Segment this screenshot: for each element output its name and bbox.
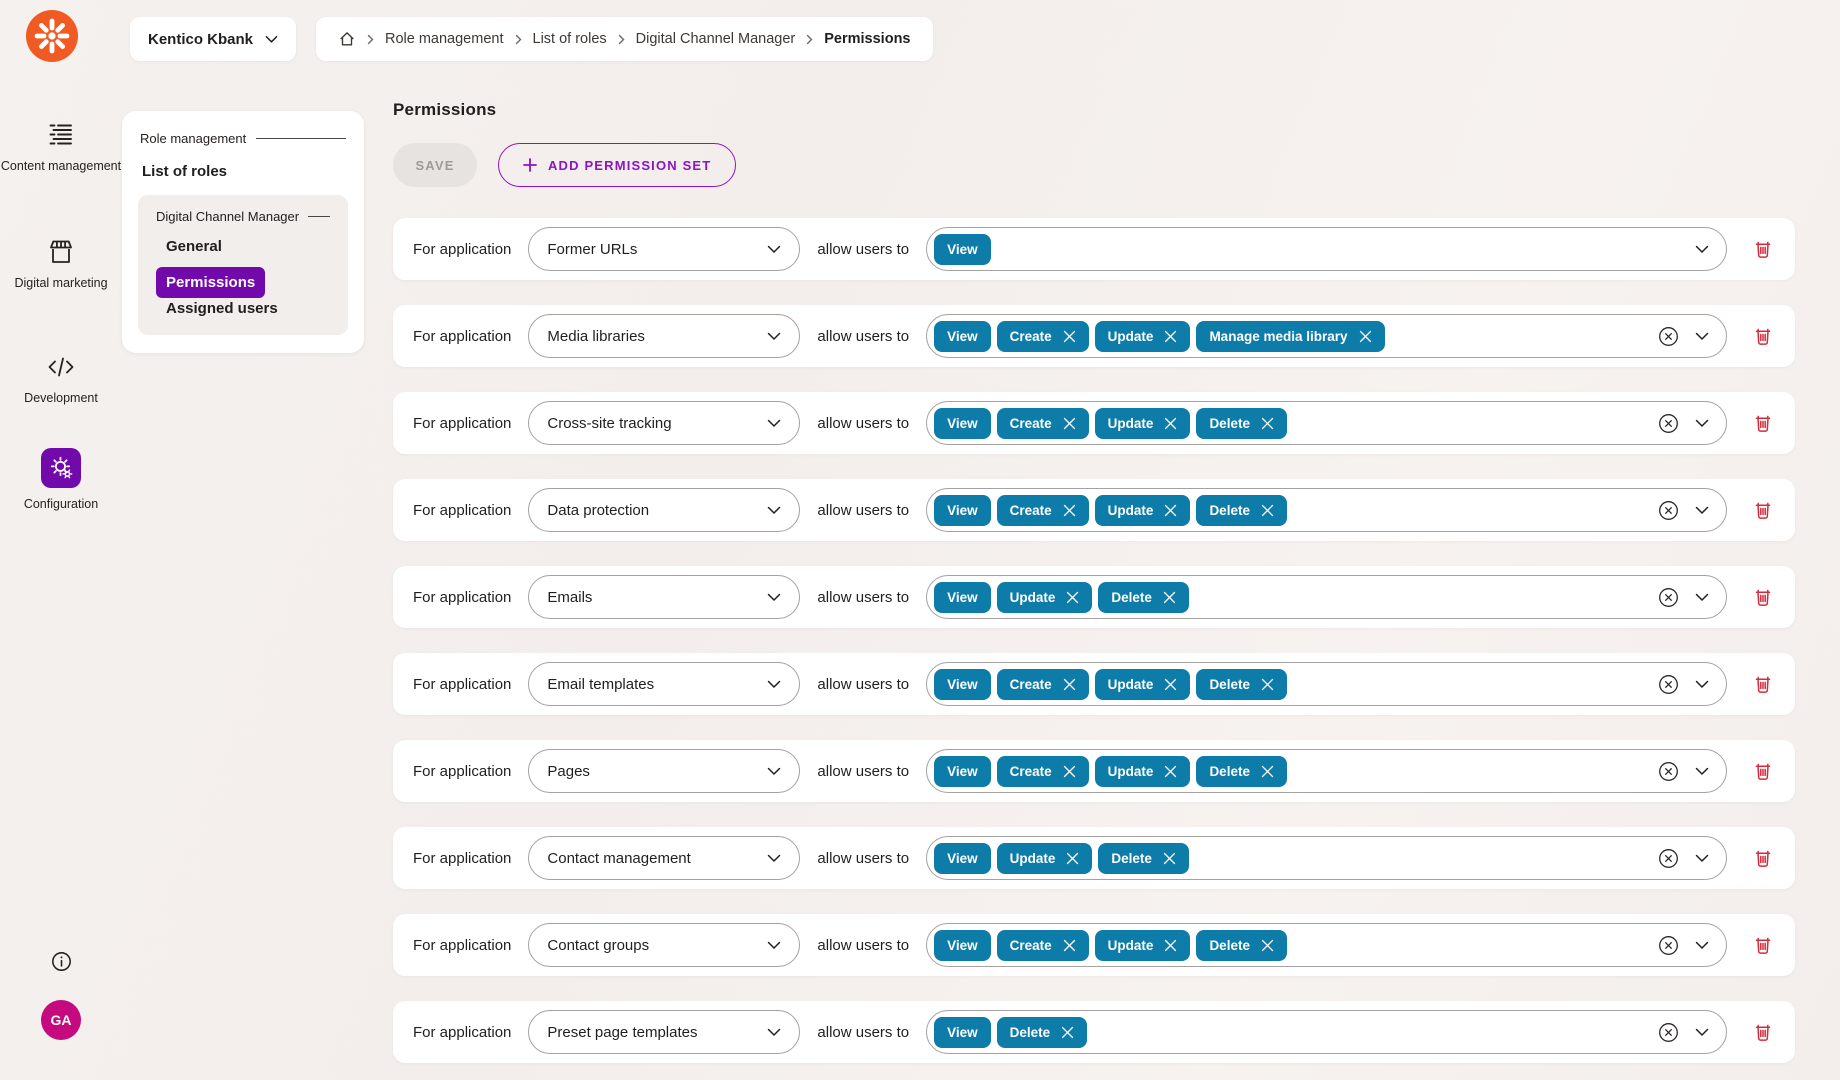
permission-chip-label: Create <box>1009 502 1052 518</box>
plus-icon <box>523 158 537 172</box>
add-permission-set-button[interactable] <box>498 143 736 187</box>
application-select[interactable] <box>528 314 800 358</box>
permission-chip-label: View <box>947 850 978 866</box>
sidebar-item-configuration[interactable] <box>0 448 122 512</box>
permission-row <box>393 566 1795 628</box>
chevron-down-icon <box>1695 941 1709 950</box>
permission-chips <box>934 321 1384 352</box>
permission-chips <box>934 408 1287 439</box>
permission-chips <box>934 582 1189 613</box>
permission-chip-label: View <box>947 415 978 431</box>
permission-chip[interactable] <box>1098 582 1189 613</box>
permission-chip-label: View <box>947 937 978 953</box>
chevron-down-icon <box>767 854 781 863</box>
chevron-down-icon <box>767 245 781 254</box>
permission-chip-label: Delete <box>1111 589 1152 605</box>
sidebar-item-label: Configuration <box>23 497 99 511</box>
breadcrumb-digital-channel-manager[interactable]: Digital Channel Manager <box>635 31 796 47</box>
subnav-item-general[interactable]: General <box>166 238 222 255</box>
permission-chip[interactable] <box>1196 321 1384 352</box>
permission-chip[interactable] <box>1095 495 1191 526</box>
permission-chips <box>934 756 1287 787</box>
remove-permission-icon[interactable] <box>1261 504 1274 517</box>
application-select-value: Contact groups <box>547 936 650 954</box>
permission-chip[interactable] <box>934 321 991 352</box>
permission-chip-label: Create <box>1009 415 1052 431</box>
permission-chip[interactable] <box>934 582 991 613</box>
info-icon <box>50 950 73 973</box>
permission-rows <box>393 218 1795 1063</box>
chevron-right-icon <box>367 34 374 45</box>
clear-selection-icon[interactable] <box>1657 760 1680 783</box>
chevron-down-icon <box>1695 506 1709 515</box>
application-select-value: Former URLs <box>547 240 638 258</box>
remove-permission-icon[interactable] <box>1063 939 1076 952</box>
chevron-down-icon <box>767 680 781 689</box>
for-application-label: For application <box>413 501 512 519</box>
permission-chip-label: View <box>947 502 978 518</box>
sidebar-item-digital-marketing[interactable] <box>0 237 122 291</box>
allow-users-label: allow users to <box>817 849 910 867</box>
permissions-multiselect[interactable] <box>926 662 1727 706</box>
permission-chip[interactable] <box>934 843 991 874</box>
delete-row-icon[interactable] <box>1752 325 1774 347</box>
permission-row <box>393 392 1795 454</box>
permission-chip[interactable] <box>1196 495 1287 526</box>
allow-users-label: allow users to <box>817 588 910 606</box>
permission-chip-label: View <box>947 589 978 605</box>
allow-users-label: allow users to <box>817 240 910 258</box>
breadcrumb <box>316 17 933 61</box>
permission-chip[interactable] <box>1095 930 1191 961</box>
chevron-right-icon <box>618 34 625 45</box>
permissions-multiselect[interactable] <box>926 1010 1727 1054</box>
for-application-label: For application <box>413 240 512 258</box>
divider-line <box>256 138 346 139</box>
permission-chip-label: Update <box>1107 502 1154 518</box>
application-select-value: Preset page templates <box>547 1023 698 1041</box>
application-select-value: Data protection <box>547 501 650 519</box>
permission-chip-label: Delete <box>1209 676 1250 692</box>
allow-users-label: allow users to <box>817 762 910 780</box>
remove-permission-icon[interactable] <box>1164 939 1177 952</box>
permission-row <box>393 653 1795 715</box>
permission-chip[interactable] <box>997 495 1089 526</box>
permission-chips <box>934 843 1189 874</box>
permission-chip[interactable] <box>997 1017 1088 1048</box>
permission-chip-label: Manage media library <box>1209 328 1348 344</box>
add-permission-set-label: ADD PERMISSION SET <box>548 157 712 173</box>
subnav-item-list-of-roles[interactable]: List of roles <box>142 163 228 180</box>
workspace-switcher[interactable] <box>130 17 296 61</box>
permission-chip[interactable] <box>997 669 1089 700</box>
application-select[interactable] <box>528 836 800 880</box>
permission-chip-label: Delete <box>1209 937 1250 953</box>
remove-permission-icon[interactable] <box>1261 765 1274 778</box>
remove-permission-icon[interactable] <box>1063 678 1076 691</box>
delete-row-icon[interactable] <box>1752 586 1774 608</box>
permission-chip-label: Delete <box>1209 502 1250 518</box>
permission-chip-label: Delete <box>1111 850 1152 866</box>
remove-permission-icon[interactable] <box>1063 765 1076 778</box>
permission-chip[interactable] <box>934 234 991 265</box>
permission-chip-label: Create <box>1009 763 1052 779</box>
role-group-card <box>138 195 348 335</box>
clear-selection-icon[interactable] <box>1657 586 1680 609</box>
chevron-right-icon <box>806 34 813 45</box>
sidebar-item-label: Digital marketing <box>14 276 108 290</box>
application-select[interactable] <box>528 575 800 619</box>
chevron-down-icon <box>767 767 781 776</box>
permission-chip-label: Update <box>1107 763 1154 779</box>
permission-chip-label: Delete <box>1009 1024 1051 1040</box>
content-tree-icon <box>0 120 122 150</box>
for-application-label: For application <box>413 588 512 606</box>
permission-row <box>393 827 1795 889</box>
for-application-label: For application <box>413 675 512 693</box>
allow-users-label: allow users to <box>817 675 910 693</box>
role-management-panel <box>122 111 364 353</box>
permissions-page <box>393 100 1795 1080</box>
clear-selection-icon[interactable] <box>1657 325 1680 348</box>
permission-row <box>393 914 1795 976</box>
home-icon[interactable] <box>338 30 356 48</box>
permission-chip[interactable] <box>934 930 991 961</box>
clear-selection-icon[interactable] <box>1657 499 1680 522</box>
role-group-title: Digital Channel Manager <box>156 209 300 224</box>
permission-chip[interactable] <box>934 669 991 700</box>
avatar-initials: GA <box>41 1000 81 1040</box>
role-group-header <box>152 209 334 224</box>
clear-selection-icon[interactable] <box>1657 934 1680 957</box>
permission-chip-label: Delete <box>1209 415 1250 431</box>
for-application-label: For application <box>413 1023 512 1041</box>
chevron-down-icon <box>767 506 781 515</box>
breadcrumb-permissions: Permissions <box>824 31 911 47</box>
subnav-item-assigned-users[interactable]: Assigned users <box>166 300 278 317</box>
permission-chip-label: View <box>947 763 978 779</box>
remove-permission-icon[interactable] <box>1066 852 1079 865</box>
permission-row <box>393 218 1795 280</box>
application-select[interactable] <box>528 923 800 967</box>
remove-permission-icon[interactable] <box>1164 330 1177 343</box>
permission-chip[interactable] <box>1095 756 1191 787</box>
subnav-item-permissions[interactable]: Permissions <box>156 267 265 298</box>
remove-permission-icon[interactable] <box>1066 591 1079 604</box>
remove-permission-icon[interactable] <box>1164 678 1177 691</box>
for-application-label: For application <box>413 327 512 345</box>
delete-row-icon[interactable] <box>1752 238 1774 260</box>
chevron-down-icon <box>265 35 278 44</box>
chevron-down-icon <box>767 419 781 428</box>
application-select[interactable] <box>528 1010 800 1054</box>
permission-chip[interactable] <box>997 582 1093 613</box>
permission-chip-label: View <box>947 676 978 692</box>
permissions-multiselect[interactable] <box>926 488 1727 532</box>
permission-row <box>393 305 1795 367</box>
permission-chip-label: Create <box>1009 937 1052 953</box>
permission-chip[interactable] <box>997 408 1089 439</box>
permission-chip[interactable] <box>1098 843 1189 874</box>
permission-chips <box>934 1017 1087 1048</box>
application-select[interactable] <box>528 401 800 445</box>
permission-chip[interactable] <box>997 321 1089 352</box>
permission-chip-label: Update <box>1107 415 1154 431</box>
permission-chip-label: Create <box>1009 676 1052 692</box>
active-nav-tile <box>41 448 81 488</box>
permission-chips <box>934 234 991 265</box>
delete-row-icon[interactable] <box>1752 934 1774 956</box>
storefront-icon <box>0 237 122 267</box>
permission-chip-label: Update <box>1107 937 1154 953</box>
permission-chip-label: View <box>947 241 978 257</box>
panel-section-header <box>138 131 348 146</box>
application-select[interactable] <box>528 662 800 706</box>
permission-chip-label: Update <box>1009 589 1056 605</box>
remove-permission-icon[interactable] <box>1063 504 1076 517</box>
chevron-down-icon <box>1695 767 1709 776</box>
delete-row-icon[interactable] <box>1752 847 1774 869</box>
breadcrumb-role-management[interactable]: Role management <box>385 31 504 47</box>
permission-chip-label: Delete <box>1209 763 1250 779</box>
remove-permission-icon[interactable] <box>1063 330 1076 343</box>
remove-permission-icon[interactable] <box>1164 417 1177 430</box>
delete-row-icon[interactable] <box>1752 499 1774 521</box>
clear-selection-icon[interactable] <box>1657 673 1680 696</box>
permission-chip-label: View <box>947 328 978 344</box>
divider-line <box>308 216 330 217</box>
clear-selection-icon[interactable] <box>1657 1021 1680 1044</box>
application-select-value: Pages <box>547 762 590 780</box>
save-button[interactable]: SAVE <box>393 143 477 187</box>
chevron-down-icon <box>767 941 781 950</box>
permission-chip[interactable] <box>1196 756 1287 787</box>
delete-row-icon[interactable] <box>1752 1021 1774 1043</box>
permission-chip[interactable] <box>934 1017 991 1048</box>
remove-permission-icon[interactable] <box>1164 504 1177 517</box>
remove-permission-icon[interactable] <box>1061 1026 1074 1039</box>
permissions-multiselect[interactable] <box>926 575 1727 619</box>
code-icon <box>0 352 122 382</box>
remove-permission-icon[interactable] <box>1261 678 1274 691</box>
permissions-multiselect[interactable] <box>926 923 1727 967</box>
remove-permission-icon[interactable] <box>1163 591 1176 604</box>
permission-row <box>393 479 1795 541</box>
permission-chip[interactable] <box>997 930 1089 961</box>
application-select-value: Contact management <box>547 849 691 867</box>
for-application-label: For application <box>413 762 512 780</box>
workspace-name: Kentico Kbank <box>148 30 254 48</box>
chevron-down-icon <box>767 1028 781 1037</box>
help-button[interactable] <box>0 950 122 973</box>
remove-permission-icon[interactable] <box>1261 939 1274 952</box>
chevron-down-icon <box>1695 854 1709 863</box>
gear-icon <box>49 456 74 481</box>
sidebar-item-content-management[interactable] <box>0 120 122 174</box>
application-select[interactable] <box>528 749 800 793</box>
permission-chips <box>934 669 1287 700</box>
application-select-value: Cross-site tracking <box>547 414 672 432</box>
sidebar-item-development[interactable] <box>0 352 122 406</box>
permission-row <box>393 1001 1795 1063</box>
permission-chip[interactable] <box>997 756 1089 787</box>
chevron-down-icon <box>767 593 781 602</box>
for-application-label: For application <box>413 936 512 954</box>
remove-permission-icon[interactable] <box>1063 417 1076 430</box>
permission-chip-label: Create <box>1009 328 1052 344</box>
application-select[interactable] <box>528 227 800 271</box>
chevron-down-icon <box>1695 332 1709 341</box>
permission-chip-label: Update <box>1009 850 1056 866</box>
panel-section-title: Role management <box>140 131 247 146</box>
permission-chip[interactable] <box>1095 408 1191 439</box>
remove-permission-icon[interactable] <box>1359 330 1372 343</box>
permissions-multiselect[interactable] <box>926 836 1727 880</box>
permission-chip[interactable] <box>1095 321 1191 352</box>
permission-chip-label: Update <box>1107 676 1154 692</box>
sidebar-item-label: Content management <box>0 159 122 173</box>
permission-chip[interactable] <box>934 756 991 787</box>
user-avatar[interactable] <box>0 1000 122 1040</box>
permissions-multiselect[interactable] <box>926 314 1727 358</box>
main-navigation-rail <box>0 0 122 1080</box>
permission-chip[interactable] <box>1095 669 1191 700</box>
clear-selection-icon[interactable] <box>1657 412 1680 435</box>
for-application-label: For application <box>413 414 512 432</box>
permission-chips <box>934 930 1287 961</box>
allow-users-label: allow users to <box>817 1023 910 1041</box>
allow-users-label: allow users to <box>817 414 910 432</box>
permissions-multiselect[interactable] <box>926 749 1727 793</box>
chevron-down-icon <box>1695 1028 1709 1037</box>
for-application-label: For application <box>413 849 512 867</box>
chevron-right-icon <box>515 34 522 45</box>
permission-chip[interactable] <box>1196 408 1287 439</box>
allow-users-label: allow users to <box>817 501 910 519</box>
permission-chip-label: Update <box>1107 328 1154 344</box>
permissions-multiselect[interactable] <box>926 401 1727 445</box>
delete-row-icon[interactable] <box>1752 760 1774 782</box>
application-select-value: Email templates <box>547 675 655 693</box>
page-title: Permissions <box>393 100 497 119</box>
chevron-down-icon <box>1695 593 1709 602</box>
permission-chip[interactable] <box>1196 669 1287 700</box>
permission-chip[interactable] <box>934 495 991 526</box>
breadcrumb-list-of-roles[interactable]: List of roles <box>532 31 607 47</box>
chevron-down-icon <box>1695 419 1709 428</box>
toolbar <box>393 143 1795 187</box>
permission-chip[interactable] <box>1196 930 1287 961</box>
application-select[interactable] <box>528 488 800 532</box>
application-select-value: Media libraries <box>547 327 645 345</box>
clear-selection-icon[interactable] <box>1657 847 1680 870</box>
allow-users-label: allow users to <box>817 936 910 954</box>
chevron-down-icon <box>767 332 781 341</box>
remove-permission-icon[interactable] <box>1261 417 1274 430</box>
allow-users-label: allow users to <box>817 327 910 345</box>
permission-chip[interactable] <box>997 843 1093 874</box>
chevron-down-icon <box>1695 680 1709 689</box>
permissions-multiselect[interactable] <box>926 227 1727 271</box>
permission-row <box>393 740 1795 802</box>
remove-permission-icon[interactable] <box>1164 765 1177 778</box>
permission-chip-label: View <box>947 1024 978 1040</box>
remove-permission-icon[interactable] <box>1163 852 1176 865</box>
sidebar-item-label: Development <box>24 391 98 405</box>
delete-row-icon[interactable] <box>1752 673 1774 695</box>
delete-row-icon[interactable] <box>1752 412 1774 434</box>
application-select-value: Emails <box>547 588 593 606</box>
chevron-down-icon <box>1695 245 1709 254</box>
permission-chip[interactable] <box>934 408 991 439</box>
permission-chips <box>934 495 1287 526</box>
